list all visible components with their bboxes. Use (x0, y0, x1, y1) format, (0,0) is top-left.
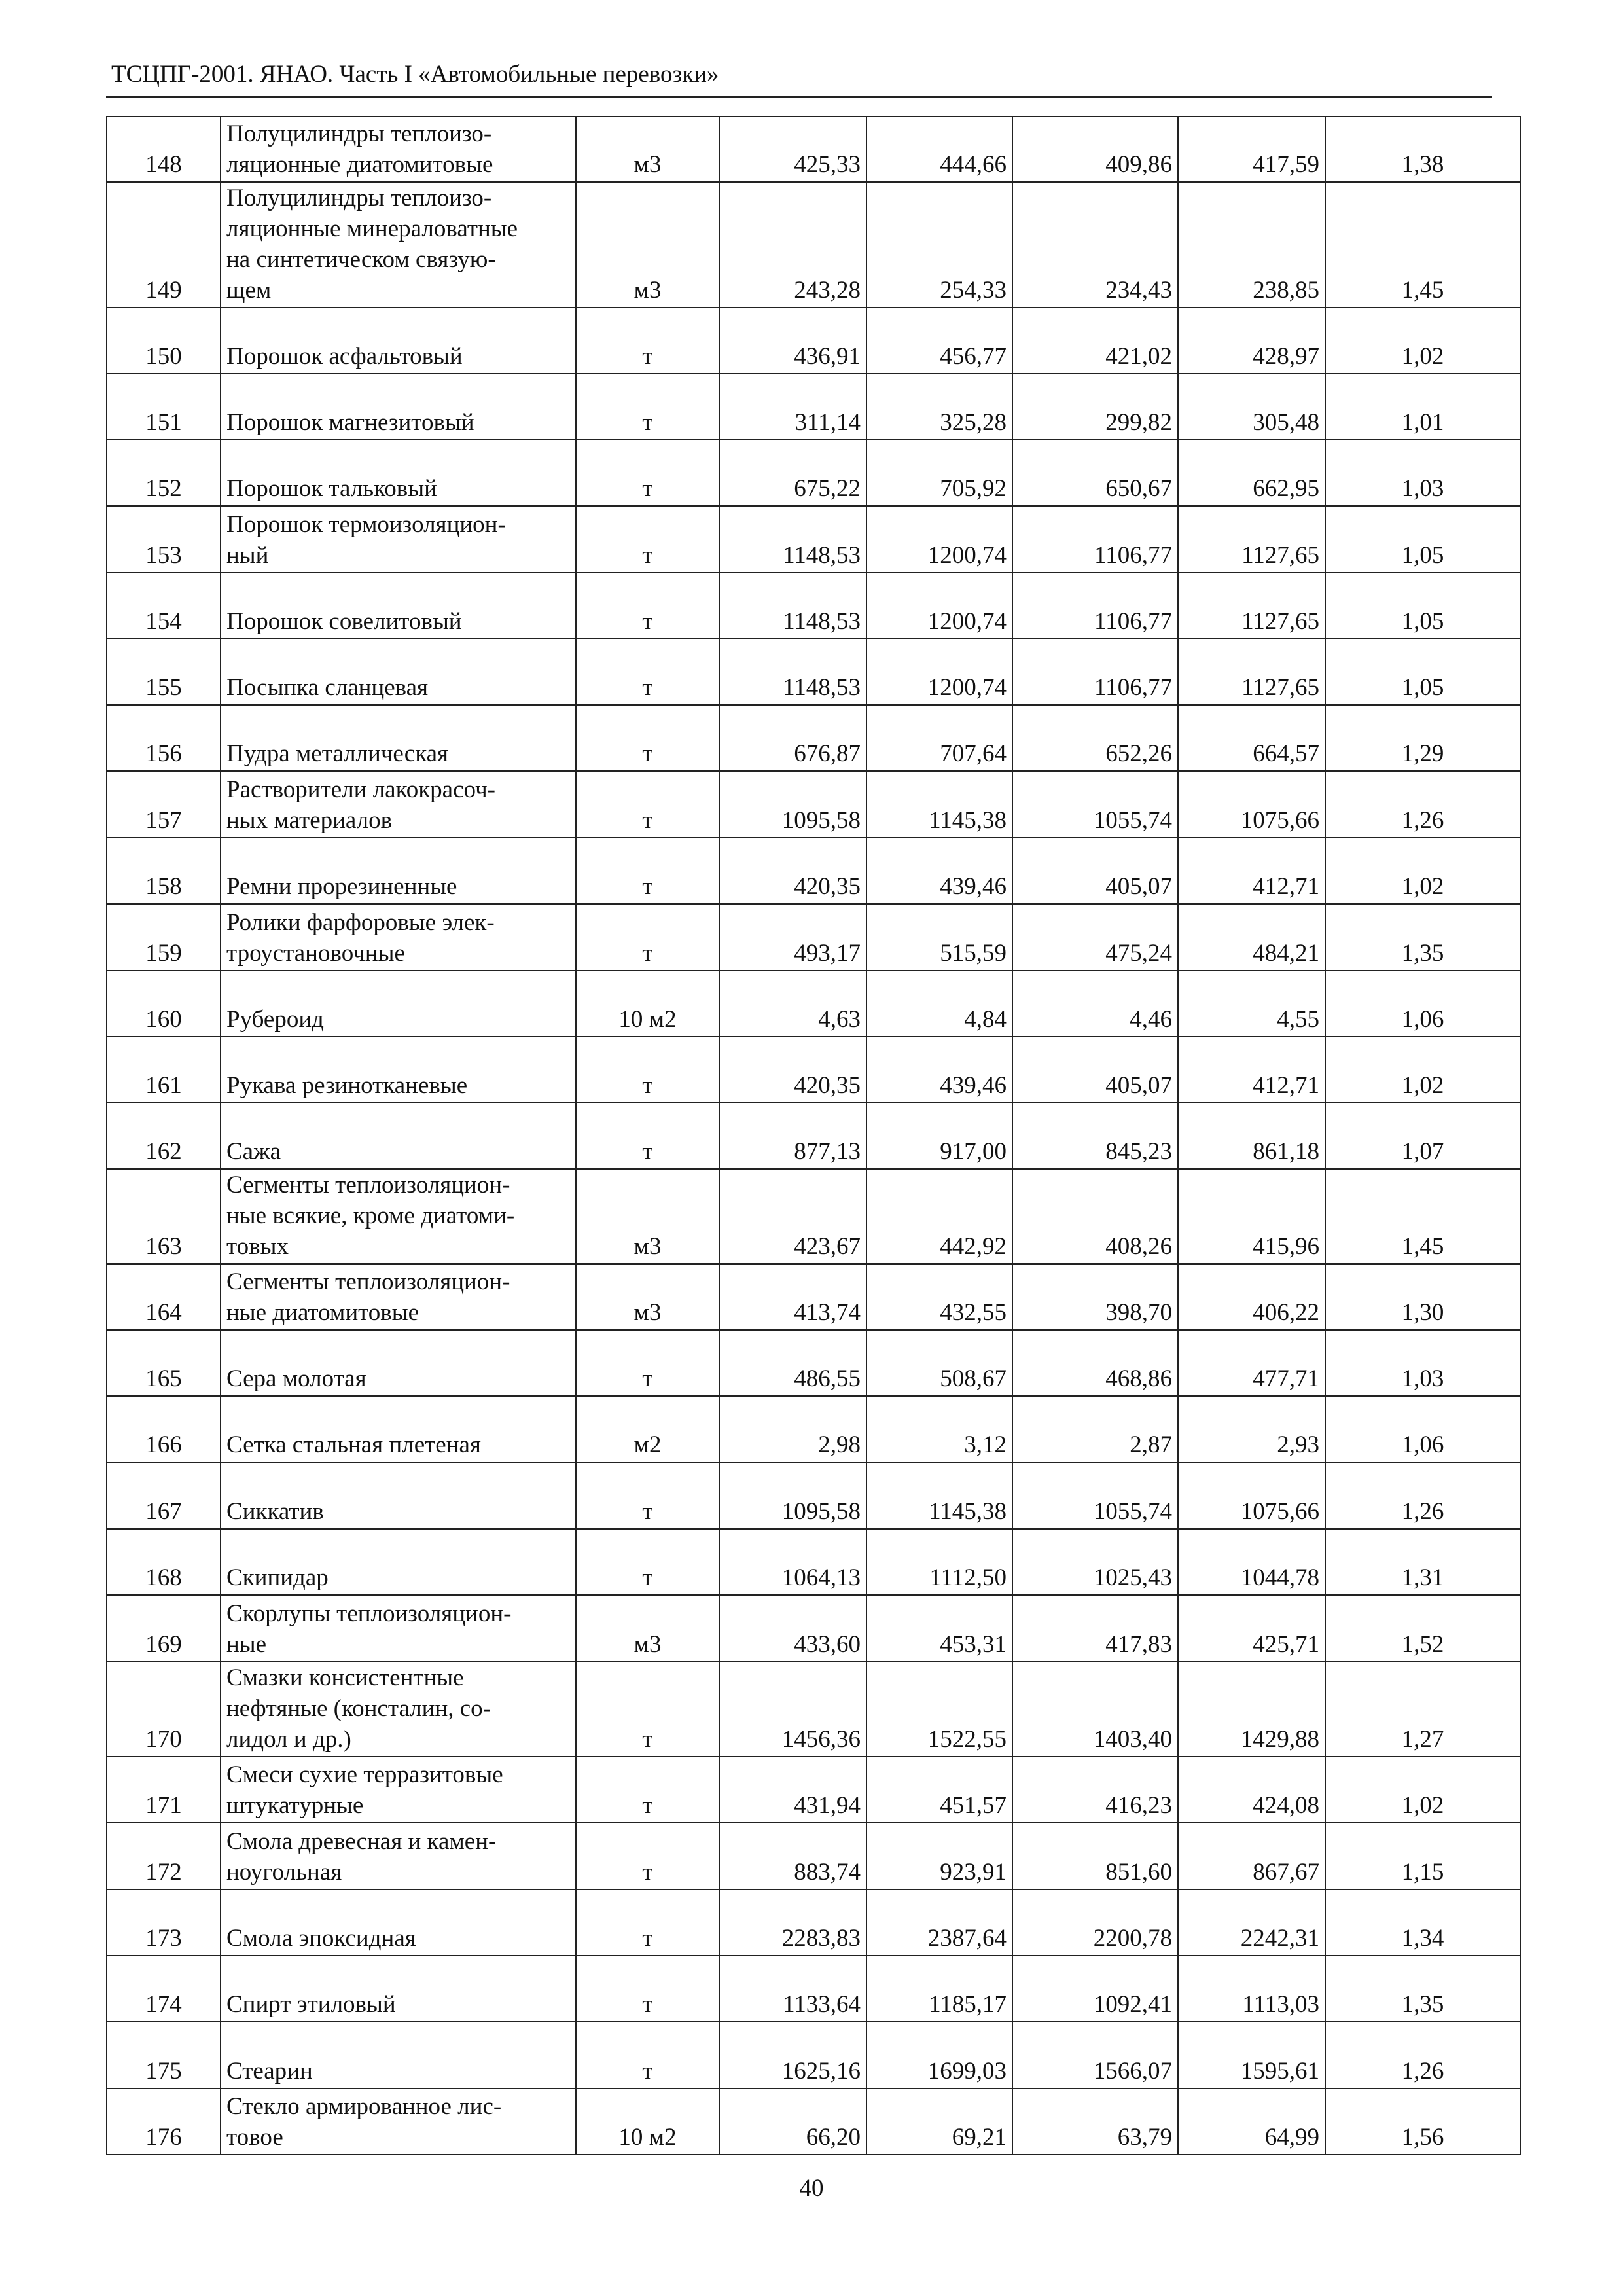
price-value-3-cell: 1055,74 (1012, 771, 1178, 838)
price-value-2-cell: 1699,03 (866, 2022, 1012, 2089)
coefficient-cell: 1,45 (1325, 182, 1520, 308)
material-name-cell: Рубероид (221, 971, 576, 1037)
price-value-1-cell: 420,35 (719, 838, 866, 904)
row-number-cell: 152 (107, 440, 221, 506)
table-row (107, 705, 1520, 771)
material-name-cell: Стекло армированное лис- товое (221, 2089, 576, 2155)
coefficient-cell: 1,29 (1325, 705, 1520, 771)
row-number-cell: 168 (107, 1529, 221, 1595)
coefficient-cell: 1,45 (1325, 1169, 1520, 1264)
price-value-3-cell: 299,82 (1012, 374, 1178, 440)
price-value-3-cell: 63,79 (1012, 2089, 1178, 2155)
price-value-3-cell: 650,67 (1012, 440, 1178, 506)
price-value-2-cell: 453,31 (866, 1595, 1012, 1662)
table-row (107, 1103, 1520, 1169)
price-value-3-cell: 2200,78 (1012, 1890, 1178, 1956)
row-number-cell: 156 (107, 705, 221, 771)
price-value-1-cell: 2283,83 (719, 1890, 866, 1956)
price-value-1-cell: 436,91 (719, 308, 866, 374)
coefficient-cell: 1,31 (1325, 1529, 1520, 1595)
price-value-1-cell: 423,67 (719, 1169, 866, 1264)
material-name-cell: Стеарин (221, 2022, 576, 2089)
price-value-1-cell: 1456,36 (719, 1662, 866, 1757)
coefficient-cell: 1,05 (1325, 506, 1520, 573)
price-value-3-cell: 409,86 (1012, 117, 1178, 182)
row-number-cell: 154 (107, 573, 221, 639)
price-value-1-cell: 493,17 (719, 904, 866, 971)
table-row (107, 1529, 1520, 1595)
coefficient-cell: 1,02 (1325, 1757, 1520, 1823)
price-value-2-cell: 3,12 (866, 1396, 1012, 1462)
price-value-1-cell: 433,60 (719, 1595, 866, 1662)
row-number-cell: 161 (107, 1037, 221, 1103)
material-name-cell: Посыпка сланцевая (221, 639, 576, 705)
price-value-3-cell: 1106,77 (1012, 639, 1178, 705)
table-row (107, 440, 1520, 506)
unit-cell: т (576, 705, 719, 771)
coefficient-cell: 1,26 (1325, 1462, 1520, 1529)
price-value-1-cell: 413,74 (719, 1264, 866, 1330)
table-row (107, 904, 1520, 971)
price-value-4-cell: 1127,65 (1178, 639, 1325, 705)
coefficient-cell: 1,06 (1325, 1396, 1520, 1462)
row-number-cell: 162 (107, 1103, 221, 1169)
price-value-3-cell: 1566,07 (1012, 2022, 1178, 2089)
table-row (107, 308, 1520, 374)
coefficient-cell: 1,07 (1325, 1103, 1520, 1169)
table-row (107, 573, 1520, 639)
coefficient-cell: 1,56 (1325, 2089, 1520, 2155)
material-name-cell: Полуцилиндры теплоизо- ляционные минераловатные на синтетическом связую- щем (221, 182, 576, 308)
table-row (107, 1595, 1520, 1662)
price-value-4-cell: 1075,66 (1178, 1462, 1325, 1529)
row-number-cell: 173 (107, 1890, 221, 1956)
price-value-4-cell: 484,21 (1178, 904, 1325, 971)
table-row (107, 1462, 1520, 1529)
price-value-2-cell: 515,59 (866, 904, 1012, 971)
price-value-4-cell: 238,85 (1178, 182, 1325, 308)
material-name-cell: Сиккатив (221, 1462, 576, 1529)
row-number-cell: 150 (107, 308, 221, 374)
table-row (107, 117, 1520, 182)
price-value-4-cell: 664,57 (1178, 705, 1325, 771)
table-row (107, 1169, 1520, 1264)
material-name-cell: Порошок термоизоляцион- ный (221, 506, 576, 573)
material-name-cell: Сажа (221, 1103, 576, 1169)
unit-cell: т (576, 1462, 719, 1529)
price-value-2-cell: 1522,55 (866, 1662, 1012, 1757)
price-value-2-cell: 442,92 (866, 1169, 1012, 1264)
table-row (107, 1037, 1520, 1103)
table-row (107, 1823, 1520, 1890)
price-value-1-cell: 877,13 (719, 1103, 866, 1169)
unit-cell: т (576, 374, 719, 440)
price-value-4-cell: 406,22 (1178, 1264, 1325, 1330)
price-value-3-cell: 1055,74 (1012, 1462, 1178, 1529)
row-number-cell: 167 (107, 1462, 221, 1529)
price-value-3-cell: 1403,40 (1012, 1662, 1178, 1757)
price-value-4-cell: 1127,65 (1178, 506, 1325, 573)
row-number-cell: 149 (107, 182, 221, 308)
price-value-2-cell: 456,77 (866, 308, 1012, 374)
price-value-4-cell: 867,67 (1178, 1823, 1325, 1890)
unit-cell: т (576, 440, 719, 506)
price-value-1-cell: 1148,53 (719, 506, 866, 573)
price-value-1-cell: 4,63 (719, 971, 866, 1037)
price-value-4-cell: 428,97 (1178, 308, 1325, 374)
material-name-cell: Растворители лакокрасоч- ных материалов (221, 771, 576, 838)
price-value-3-cell: 468,86 (1012, 1330, 1178, 1396)
table-row (107, 1956, 1520, 2022)
unit-cell: т (576, 1956, 719, 2022)
price-value-2-cell: 439,46 (866, 838, 1012, 904)
price-value-4-cell: 305,48 (1178, 374, 1325, 440)
price-value-4-cell: 412,71 (1178, 838, 1325, 904)
table-row (107, 374, 1520, 440)
price-value-2-cell: 1112,50 (866, 1529, 1012, 1595)
table-row (107, 182, 1520, 308)
price-value-1-cell: 311,14 (719, 374, 866, 440)
coefficient-cell: 1,52 (1325, 1595, 1520, 1662)
coefficient-cell: 1,02 (1325, 308, 1520, 374)
coefficient-cell: 1,34 (1325, 1890, 1520, 1956)
price-value-1-cell: 1133,64 (719, 1956, 866, 2022)
price-value-4-cell: 417,59 (1178, 117, 1325, 182)
price-value-3-cell: 398,70 (1012, 1264, 1178, 1330)
row-number-cell: 174 (107, 1956, 221, 2022)
price-value-1-cell: 883,74 (719, 1823, 866, 1890)
price-value-2-cell: 1185,17 (866, 1956, 1012, 2022)
row-number-cell: 169 (107, 1595, 221, 1662)
price-value-3-cell: 475,24 (1012, 904, 1178, 971)
material-name-cell: Скорлупы теплоизоляцион- ные (221, 1595, 576, 1662)
table-row (107, 1662, 1520, 1757)
material-name-cell: Порошок магнезитовый (221, 374, 576, 440)
row-number-cell: 163 (107, 1169, 221, 1264)
coefficient-cell: 1,06 (1325, 971, 1520, 1037)
price-value-3-cell: 408,26 (1012, 1169, 1178, 1264)
row-number-cell: 176 (107, 2089, 221, 2155)
price-value-3-cell: 417,83 (1012, 1595, 1178, 1662)
page-header-title: ТСЦПГ-2001. ЯНАО. Часть I «Автомобильные перевозки» (111, 61, 719, 88)
price-value-1-cell: 431,94 (719, 1757, 866, 1823)
coefficient-cell: 1,26 (1325, 2022, 1520, 2089)
price-value-2-cell: 444,66 (866, 117, 1012, 182)
unit-cell: м3 (576, 1169, 719, 1264)
price-value-3-cell: 416,23 (1012, 1757, 1178, 1823)
material-name-cell: Сегменты теплоизоляцион- ные диатомитовые (221, 1264, 576, 1330)
price-value-3-cell: 421,02 (1012, 308, 1178, 374)
coefficient-cell: 1,15 (1325, 1823, 1520, 1890)
price-value-2-cell: 4,84 (866, 971, 1012, 1037)
price-value-3-cell: 405,07 (1012, 838, 1178, 904)
coefficient-cell: 1,01 (1325, 374, 1520, 440)
material-name-cell: Скипидар (221, 1529, 576, 1595)
unit-cell: т (576, 904, 719, 971)
material-name-cell: Порошок тальковый (221, 440, 576, 506)
price-value-1-cell: 1148,53 (719, 639, 866, 705)
material-name-cell: Полуцилиндры теплоизо- ляционные диатомитовые (221, 117, 576, 182)
price-value-1-cell: 2,98 (719, 1396, 866, 1462)
row-number-cell: 155 (107, 639, 221, 705)
table-row (107, 1890, 1520, 1956)
material-name-cell: Сегменты теплоизоляцион- ные всякие, кроме диатоми- товых (221, 1169, 576, 1264)
price-value-3-cell: 1106,77 (1012, 506, 1178, 573)
price-value-3-cell: 234,43 (1012, 182, 1178, 308)
material-name-cell: Смола эпоксидная (221, 1890, 576, 1956)
price-value-2-cell: 1200,74 (866, 506, 1012, 573)
row-number-cell: 151 (107, 374, 221, 440)
price-value-4-cell: 1595,61 (1178, 2022, 1325, 2089)
row-number-cell: 159 (107, 904, 221, 971)
price-value-2-cell: 451,57 (866, 1757, 1012, 1823)
row-number-cell: 166 (107, 1396, 221, 1462)
price-value-1-cell: 425,33 (719, 117, 866, 182)
material-name-cell: Сетка стальная плетеная (221, 1396, 576, 1462)
unit-cell: т (576, 573, 719, 639)
price-value-1-cell: 486,55 (719, 1330, 866, 1396)
price-value-4-cell: 1075,66 (1178, 771, 1325, 838)
material-name-cell: Смеси сухие терразитовые штукатурные (221, 1757, 576, 1823)
table-row (107, 838, 1520, 904)
price-value-3-cell: 4,46 (1012, 971, 1178, 1037)
unit-cell: т (576, 1890, 719, 1956)
page-number: 40 (799, 2175, 824, 2202)
price-value-1-cell: 1148,53 (719, 573, 866, 639)
table-row (107, 506, 1520, 573)
price-value-4-cell: 2,93 (1178, 1396, 1325, 1462)
unit-cell: м3 (576, 1264, 719, 1330)
table-row (107, 1330, 1520, 1396)
unit-cell: т (576, 2022, 719, 2089)
price-value-3-cell: 1025,43 (1012, 1529, 1178, 1595)
coefficient-cell: 1,38 (1325, 117, 1520, 182)
coefficient-cell: 1,27 (1325, 1662, 1520, 1757)
price-value-4-cell: 415,96 (1178, 1169, 1325, 1264)
price-value-4-cell: 64,99 (1178, 2089, 1325, 2155)
row-number-cell: 158 (107, 838, 221, 904)
price-value-4-cell: 662,95 (1178, 440, 1325, 506)
coefficient-cell: 1,05 (1325, 573, 1520, 639)
price-value-1-cell: 1625,16 (719, 2022, 866, 2089)
coefficient-cell: 1,03 (1325, 1330, 1520, 1396)
unit-cell: м3 (576, 1595, 719, 1662)
material-name-cell: Смола древесная и камен- ноугольная (221, 1823, 576, 1890)
price-value-2-cell: 707,64 (866, 705, 1012, 771)
coefficient-cell: 1,05 (1325, 639, 1520, 705)
table-row (107, 639, 1520, 705)
price-value-3-cell: 851,60 (1012, 1823, 1178, 1890)
material-name-cell: Порошок совелитовый (221, 573, 576, 639)
price-value-3-cell: 1106,77 (1012, 573, 1178, 639)
price-table (106, 116, 1521, 2155)
price-value-3-cell: 2,87 (1012, 1396, 1178, 1462)
row-number-cell: 165 (107, 1330, 221, 1396)
price-value-2-cell: 432,55 (866, 1264, 1012, 1330)
price-value-4-cell: 2242,31 (1178, 1890, 1325, 1956)
unit-cell: 10 м2 (576, 2089, 719, 2155)
row-number-cell: 160 (107, 971, 221, 1037)
row-number-cell: 164 (107, 1264, 221, 1330)
material-name-cell: Ролики фарфоровые элек- троустановочные (221, 904, 576, 971)
unit-cell: 10 м2 (576, 971, 719, 1037)
price-value-1-cell: 1064,13 (719, 1529, 866, 1595)
price-value-2-cell: 508,67 (866, 1330, 1012, 1396)
material-name-cell: Спирт этиловый (221, 1956, 576, 2022)
material-name-cell: Смазки консистентные нефтяные (консталин, со- лидол и др.) (221, 1662, 576, 1757)
material-name-cell: Пудра металлическая (221, 705, 576, 771)
unit-cell: т (576, 639, 719, 705)
price-value-3-cell: 1092,41 (1012, 1956, 1178, 2022)
price-value-1-cell: 675,22 (719, 440, 866, 506)
price-value-3-cell: 405,07 (1012, 1037, 1178, 1103)
price-value-4-cell: 1429,88 (1178, 1662, 1325, 1757)
row-number-cell: 157 (107, 771, 221, 838)
unit-cell: т (576, 506, 719, 573)
unit-cell: м2 (576, 1396, 719, 1462)
coefficient-cell: 1,02 (1325, 838, 1520, 904)
coefficient-cell: 1,35 (1325, 1956, 1520, 2022)
price-value-4-cell: 425,71 (1178, 1595, 1325, 1662)
price-value-3-cell: 652,26 (1012, 705, 1178, 771)
material-name-cell: Ремни прорезиненные (221, 838, 576, 904)
price-value-1-cell: 66,20 (719, 2089, 866, 2155)
unit-cell: т (576, 1103, 719, 1169)
material-name-cell: Сера молотая (221, 1330, 576, 1396)
price-value-2-cell: 1145,38 (866, 1462, 1012, 1529)
table-row (107, 1396, 1520, 1462)
unit-cell: т (576, 1529, 719, 1595)
unit-cell: т (576, 838, 719, 904)
material-name-cell: Порошок асфальтовый (221, 308, 576, 374)
price-value-2-cell: 705,92 (866, 440, 1012, 506)
unit-cell: м3 (576, 117, 719, 182)
material-name-cell: Рукава резинотканевые (221, 1037, 576, 1103)
price-value-2-cell: 439,46 (866, 1037, 1012, 1103)
row-number-cell: 153 (107, 506, 221, 573)
price-value-2-cell: 254,33 (866, 182, 1012, 308)
price-value-4-cell: 1044,78 (1178, 1529, 1325, 1595)
price-value-2-cell: 923,91 (866, 1823, 1012, 1890)
row-number-cell: 170 (107, 1662, 221, 1757)
price-value-2-cell: 1145,38 (866, 771, 1012, 838)
unit-cell: т (576, 1823, 719, 1890)
unit-cell: м3 (576, 182, 719, 308)
unit-cell: т (576, 308, 719, 374)
price-value-4-cell: 1113,03 (1178, 1956, 1325, 2022)
price-value-3-cell: 845,23 (1012, 1103, 1178, 1169)
header-rule (106, 96, 1492, 98)
table-row (107, 1264, 1520, 1330)
price-value-2-cell: 69,21 (866, 2089, 1012, 2155)
price-value-1-cell: 1095,58 (719, 771, 866, 838)
price-value-4-cell: 4,55 (1178, 971, 1325, 1037)
price-value-2-cell: 2387,64 (866, 1890, 1012, 1956)
unit-cell: т (576, 1757, 719, 1823)
table-row (107, 771, 1520, 838)
row-number-cell: 175 (107, 2022, 221, 2089)
price-value-1-cell: 420,35 (719, 1037, 866, 1103)
coefficient-cell: 1,35 (1325, 904, 1520, 971)
price-value-1-cell: 1095,58 (719, 1462, 866, 1529)
table-row (107, 1757, 1520, 1823)
coefficient-cell: 1,26 (1325, 771, 1520, 838)
price-value-2-cell: 325,28 (866, 374, 1012, 440)
price-value-2-cell: 1200,74 (866, 639, 1012, 705)
price-value-1-cell: 243,28 (719, 182, 866, 308)
price-value-4-cell: 861,18 (1178, 1103, 1325, 1169)
row-number-cell: 171 (107, 1757, 221, 1823)
price-value-2-cell: 917,00 (866, 1103, 1012, 1169)
unit-cell: т (576, 1662, 719, 1757)
table-row (107, 2089, 1520, 2155)
price-value-4-cell: 412,71 (1178, 1037, 1325, 1103)
coefficient-cell: 1,30 (1325, 1264, 1520, 1330)
price-value-4-cell: 1127,65 (1178, 573, 1325, 639)
unit-cell: т (576, 1330, 719, 1396)
coefficient-cell: 1,03 (1325, 440, 1520, 506)
unit-cell: т (576, 771, 719, 838)
price-value-2-cell: 1200,74 (866, 573, 1012, 639)
price-value-4-cell: 424,08 (1178, 1757, 1325, 1823)
row-number-cell: 172 (107, 1823, 221, 1890)
table-row (107, 971, 1520, 1037)
row-number-cell: 148 (107, 117, 221, 182)
table-row (107, 2022, 1520, 2089)
price-value-1-cell: 676,87 (719, 705, 866, 771)
coefficient-cell: 1,02 (1325, 1037, 1520, 1103)
price-value-4-cell: 477,71 (1178, 1330, 1325, 1396)
unit-cell: т (576, 1037, 719, 1103)
